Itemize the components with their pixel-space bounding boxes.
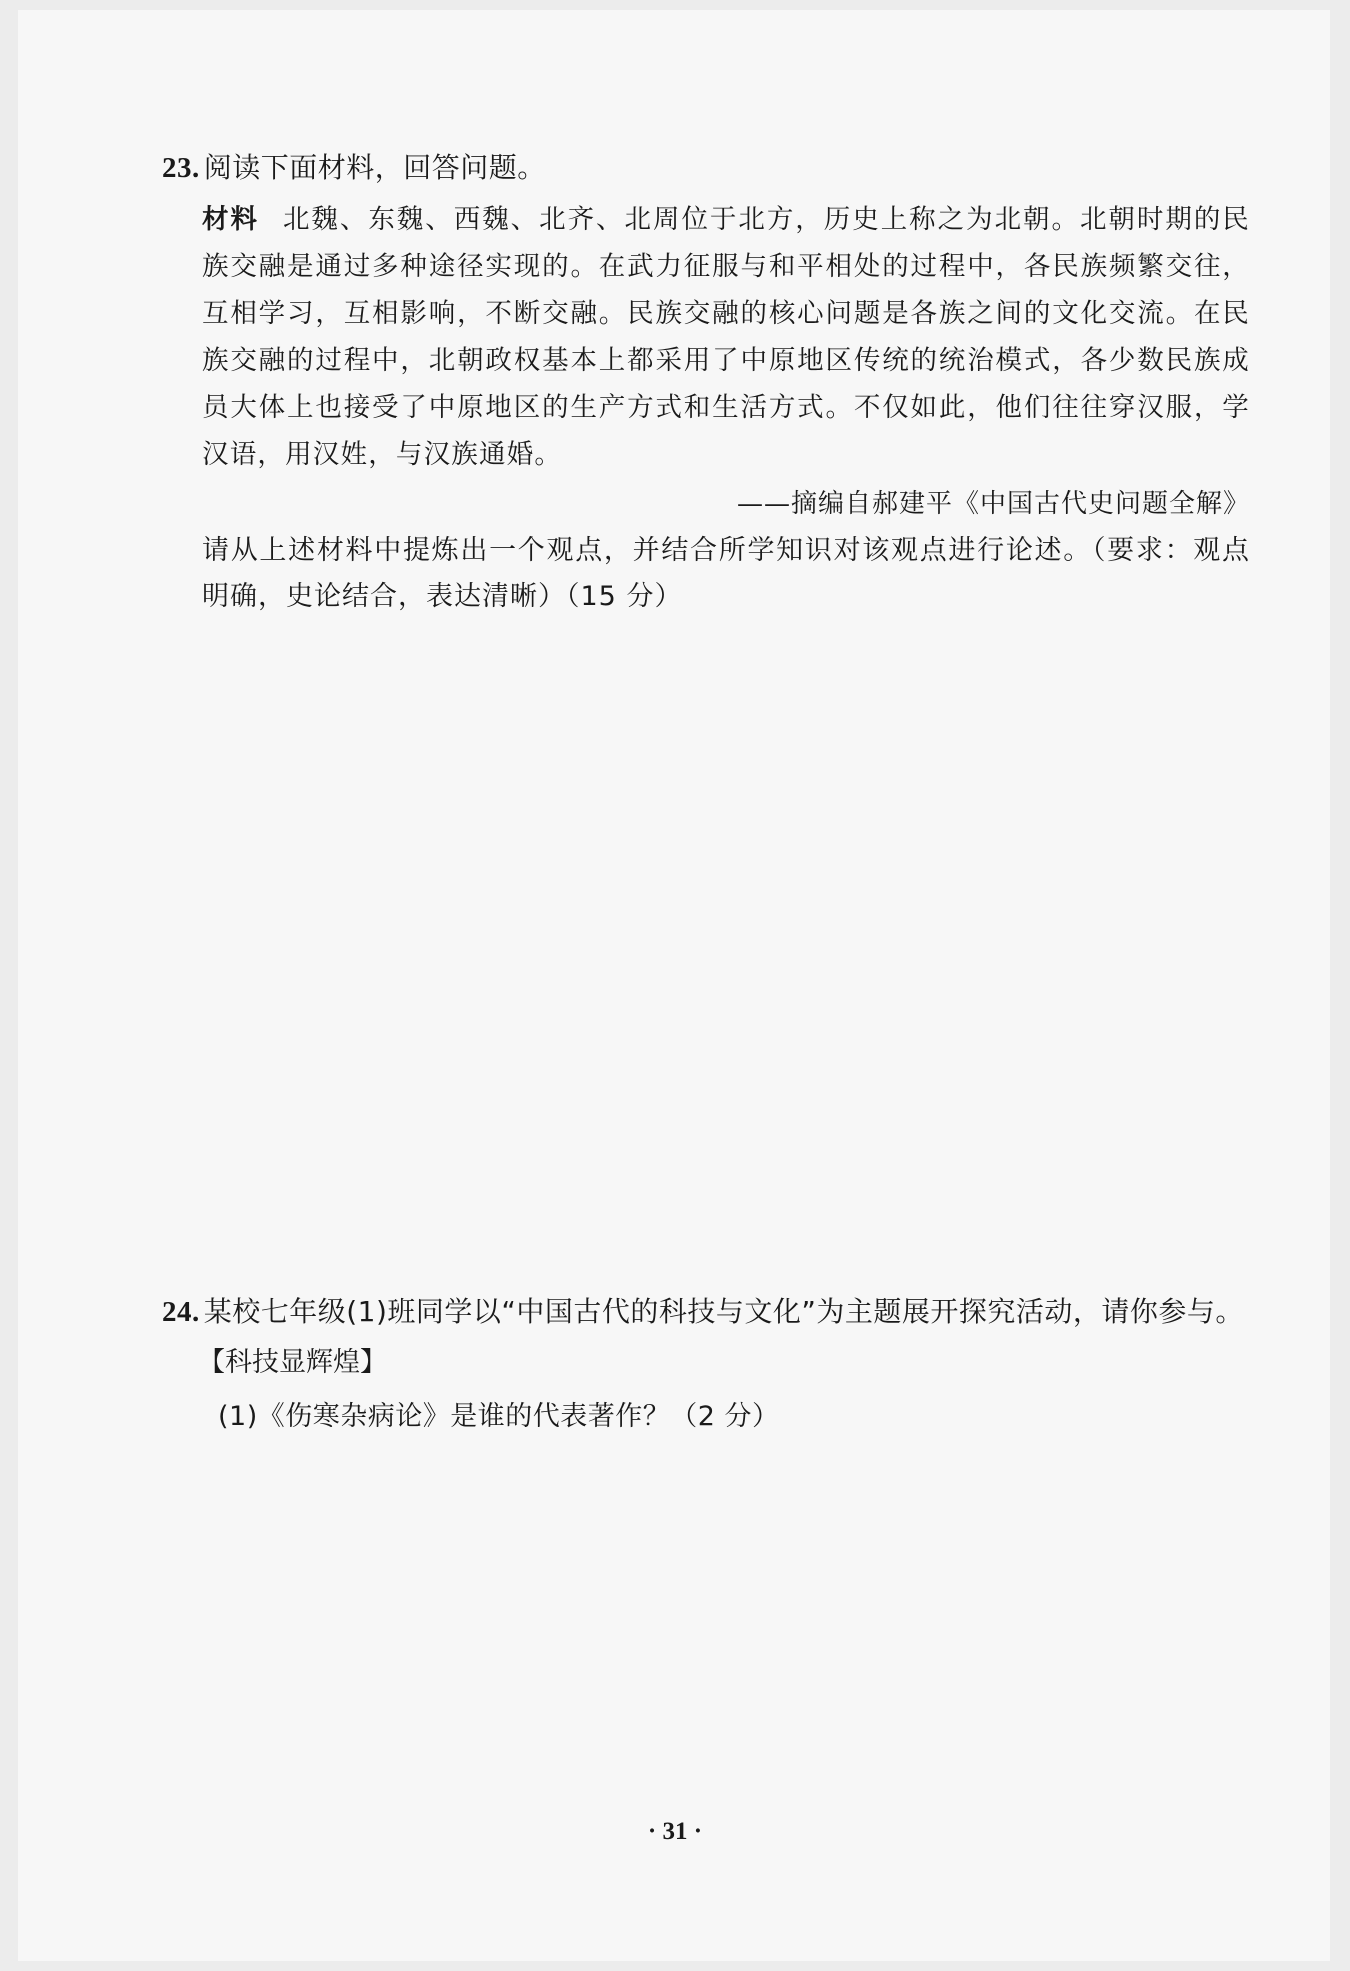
section-heading: 【科技显辉煌】 [198,1347,387,1378]
question-24-number: 24. [162,1296,200,1328]
page-number: · 31 · [647,1818,703,1845]
question-24-title: 某校七年级(1)班同学以“中国古代的科技与文化”为主题展开探究活动，请你参与。 [203,1295,1244,1328]
question-23-title: 阅读下面材料，回答问题。 [203,151,546,184]
question-23-material [202,196,1250,478]
question-23 [162,148,1250,620]
material-label: 材料 [202,204,259,235]
material-text: 北魏、东魏、西魏、北齐、北周位于北方，历史上称之为北朝。北朝时期的民族交融是通过多种途径实现的。在武力征服与和平相处的过程中，各民族频繁交往，互相学习，互相影响，不断交融。民族交融的核心问题是各族之间的文化交流。在民族交融的过程中，北朝政权基本上都采用了中原地区传统的统治模式，各少数民族成员大体上也接受了中原地区的生产方式和生活方式。不仅如此，他们往往穿汉服，学汉语，用汉姓，与汉族通婚。 [202,204,1250,470]
sub-question-1: (1)《伤寒杂病论》是谁的代表著作？（2 分） [218,1401,780,1432]
question-24 [162,1292,1250,1440]
question-23-number: 23. [162,152,200,184]
question-23-heading [162,148,1250,188]
question-24-heading [162,1292,1250,1332]
material-source: ——摘编自郝建平《中国古代史问题全解》 [736,489,1250,519]
question-23-prompt: 请从上述材料中提炼出一个观点，并结合所学知识对该观点进行论述。（要求：观点明确，史论结合，表达清晰）（15 分） [202,535,1250,612]
